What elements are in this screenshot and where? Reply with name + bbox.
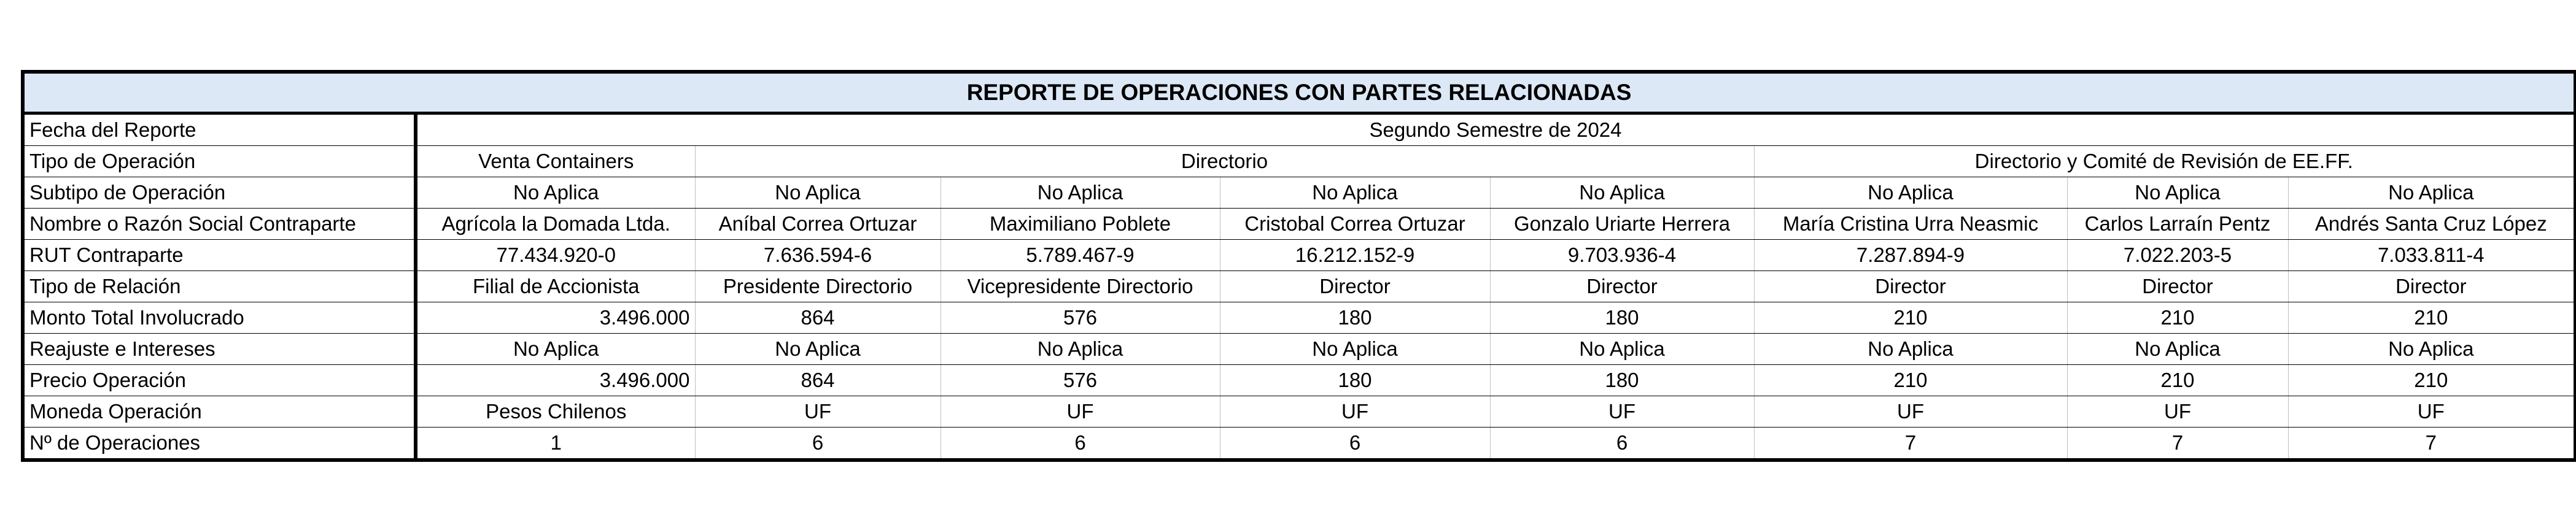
row-precio xyxy=(23,365,2575,396)
cell-monto[interactable]: 864 xyxy=(695,302,941,334)
cell-tipo-relacion[interactable]: Filial de Accionista xyxy=(416,271,695,302)
cell-precio[interactable]: 210 xyxy=(2067,365,2288,396)
label-reajuste[interactable]: Reajuste e Intereses xyxy=(23,334,416,365)
cell-nombre[interactable]: María Cristina Urra Neasmic xyxy=(1754,209,2067,240)
cell-monto[interactable]: 3.496.000 xyxy=(416,302,695,334)
cell-reajuste[interactable]: No Aplica xyxy=(2067,334,2288,365)
tipo-operacion-directorio[interactable]: Directorio xyxy=(695,146,1754,177)
cell-tipo-relacion[interactable]: Director xyxy=(1754,271,2067,302)
cell-nombre[interactable]: Maximiliano Poblete xyxy=(941,209,1220,240)
cell-tipo-relacion[interactable]: Presidente Directorio xyxy=(695,271,941,302)
report-title: REPORTE DE OPERACIONES CON PARTES RELACIONADAS xyxy=(23,72,2575,113)
cell-nombre[interactable]: Cristobal Correa Ortuzar xyxy=(1220,209,1490,240)
title-row xyxy=(23,72,2575,113)
cell-nombre[interactable]: Gonzalo Uriarte Herrera xyxy=(1490,209,1754,240)
cell-tipo-relacion[interactable]: Director xyxy=(1490,271,1754,302)
label-fecha[interactable]: Fecha del Reporte xyxy=(23,113,416,146)
tipo-operacion-venta[interactable]: Venta Containers xyxy=(416,146,695,177)
fecha-value[interactable]: Segundo Semestre de 2024 xyxy=(416,113,2575,146)
cell-precio[interactable]: 180 xyxy=(1490,365,1754,396)
cell-precio[interactable]: 864 xyxy=(695,365,941,396)
row-monto xyxy=(23,302,2575,334)
cell-subtipo[interactable]: No Aplica xyxy=(695,177,941,209)
cell-reajuste[interactable]: No Aplica xyxy=(1220,334,1490,365)
cell-tipo-relacion[interactable]: Vicepresidente Directorio xyxy=(941,271,1220,302)
label-tipo-operacion[interactable]: Tipo de Operación xyxy=(23,146,416,177)
cell-moneda[interactable]: UF xyxy=(941,396,1220,428)
label-monto[interactable]: Monto Total Involucrado xyxy=(23,302,416,334)
cell-n-operaciones[interactable]: 7 xyxy=(2067,428,2288,461)
cell-n-operaciones[interactable]: 7 xyxy=(1754,428,2067,461)
cell-precio[interactable]: 3.496.000 xyxy=(416,365,695,396)
cell-moneda[interactable]: UF xyxy=(2288,396,2575,428)
cell-n-operaciones[interactable]: 1 xyxy=(416,428,695,461)
cell-n-operaciones[interactable]: 6 xyxy=(941,428,1220,461)
cell-monto[interactable]: 210 xyxy=(1754,302,2067,334)
row-moneda xyxy=(23,396,2575,428)
cell-monto[interactable]: 210 xyxy=(2067,302,2288,334)
cell-moneda[interactable]: UF xyxy=(1220,396,1490,428)
cell-tipo-relacion[interactable]: Director xyxy=(2067,271,2288,302)
cell-moneda[interactable]: UF xyxy=(695,396,941,428)
cell-moneda[interactable]: UF xyxy=(1754,396,2067,428)
label-rut[interactable]: RUT Contraparte xyxy=(23,240,416,271)
cell-reajuste[interactable]: No Aplica xyxy=(2288,334,2575,365)
cell-tipo-relacion[interactable]: Director xyxy=(2288,271,2575,302)
row-rut xyxy=(23,240,2575,271)
cell-monto[interactable]: 180 xyxy=(1220,302,1490,334)
related-party-report-table xyxy=(21,70,2576,462)
cell-n-operaciones[interactable]: 7 xyxy=(2288,428,2575,461)
cell-precio[interactable]: 576 xyxy=(941,365,1220,396)
tipo-operacion-directorio-comite[interactable]: Directorio y Comité de Revisión de EE.FF. xyxy=(1754,146,2575,177)
label-subtipo[interactable]: Subtipo de Operación xyxy=(23,177,416,209)
row-tipo-relacion xyxy=(23,271,2575,302)
label-nombre[interactable]: Nombre o Razón Social Contraparte xyxy=(23,209,416,240)
cell-monto[interactable]: 576 xyxy=(941,302,1220,334)
cell-n-operaciones[interactable]: 6 xyxy=(1490,428,1754,461)
cell-subtipo[interactable]: No Aplica xyxy=(1754,177,2067,209)
cell-monto[interactable]: 180 xyxy=(1490,302,1754,334)
cell-monto[interactable]: 210 xyxy=(2288,302,2575,334)
cell-subtipo[interactable]: No Aplica xyxy=(1490,177,1754,209)
cell-reajuste[interactable]: No Aplica xyxy=(416,334,695,365)
cell-subtipo[interactable]: No Aplica xyxy=(2067,177,2288,209)
cell-rut[interactable]: 5.789.467-9 xyxy=(941,240,1220,271)
cell-subtipo[interactable]: No Aplica xyxy=(2288,177,2575,209)
cell-nombre[interactable]: Andrés Santa Cruz López xyxy=(2288,209,2575,240)
spreadsheet xyxy=(21,70,2574,462)
cell-rut[interactable]: 7.636.594-6 xyxy=(695,240,941,271)
cell-n-operaciones[interactable]: 6 xyxy=(695,428,941,461)
row-tipo-operacion xyxy=(23,146,2575,177)
cell-moneda[interactable]: Pesos Chilenos xyxy=(416,396,695,428)
cell-reajuste[interactable]: No Aplica xyxy=(1490,334,1754,365)
cell-rut[interactable]: 77.434.920-0 xyxy=(416,240,695,271)
row-subtipo xyxy=(23,177,2575,209)
label-tipo-relacion[interactable]: Tipo de Relación xyxy=(23,271,416,302)
cell-subtipo[interactable]: No Aplica xyxy=(416,177,695,209)
cell-rut[interactable]: 7.022.203-5 xyxy=(2067,240,2288,271)
cell-n-operaciones[interactable]: 6 xyxy=(1220,428,1490,461)
row-fecha xyxy=(23,113,2575,146)
cell-subtipo[interactable]: No Aplica xyxy=(941,177,1220,209)
cell-reajuste[interactable]: No Aplica xyxy=(941,334,1220,365)
row-reajuste xyxy=(23,334,2575,365)
cell-precio[interactable]: 210 xyxy=(2288,365,2575,396)
cell-reajuste[interactable]: No Aplica xyxy=(1754,334,2067,365)
cell-moneda[interactable]: UF xyxy=(2067,396,2288,428)
cell-precio[interactable]: 210 xyxy=(1754,365,2067,396)
cell-nombre[interactable]: Agrícola la Domada Ltda. xyxy=(416,209,695,240)
label-moneda[interactable]: Moneda Operación xyxy=(23,396,416,428)
cell-rut[interactable]: 7.033.811-4 xyxy=(2288,240,2575,271)
cell-precio[interactable]: 180 xyxy=(1220,365,1490,396)
cell-nombre[interactable]: Aníbal Correa Ortuzar xyxy=(695,209,941,240)
cell-tipo-relacion[interactable]: Director xyxy=(1220,271,1490,302)
row-nombre xyxy=(23,209,2575,240)
cell-subtipo[interactable]: No Aplica xyxy=(1220,177,1490,209)
cell-rut[interactable]: 7.287.894-9 xyxy=(1754,240,2067,271)
cell-rut[interactable]: 9.703.936-4 xyxy=(1490,240,1754,271)
cell-rut[interactable]: 16.212.152-9 xyxy=(1220,240,1490,271)
cell-nombre[interactable]: Carlos Larraín Pentz xyxy=(2067,209,2288,240)
cell-reajuste[interactable]: No Aplica xyxy=(695,334,941,365)
label-precio[interactable]: Precio Operación xyxy=(23,365,416,396)
label-n-operaciones[interactable]: Nº de Operaciones xyxy=(23,428,416,461)
cell-moneda[interactable]: UF xyxy=(1490,396,1754,428)
row-n-operaciones xyxy=(23,428,2575,461)
